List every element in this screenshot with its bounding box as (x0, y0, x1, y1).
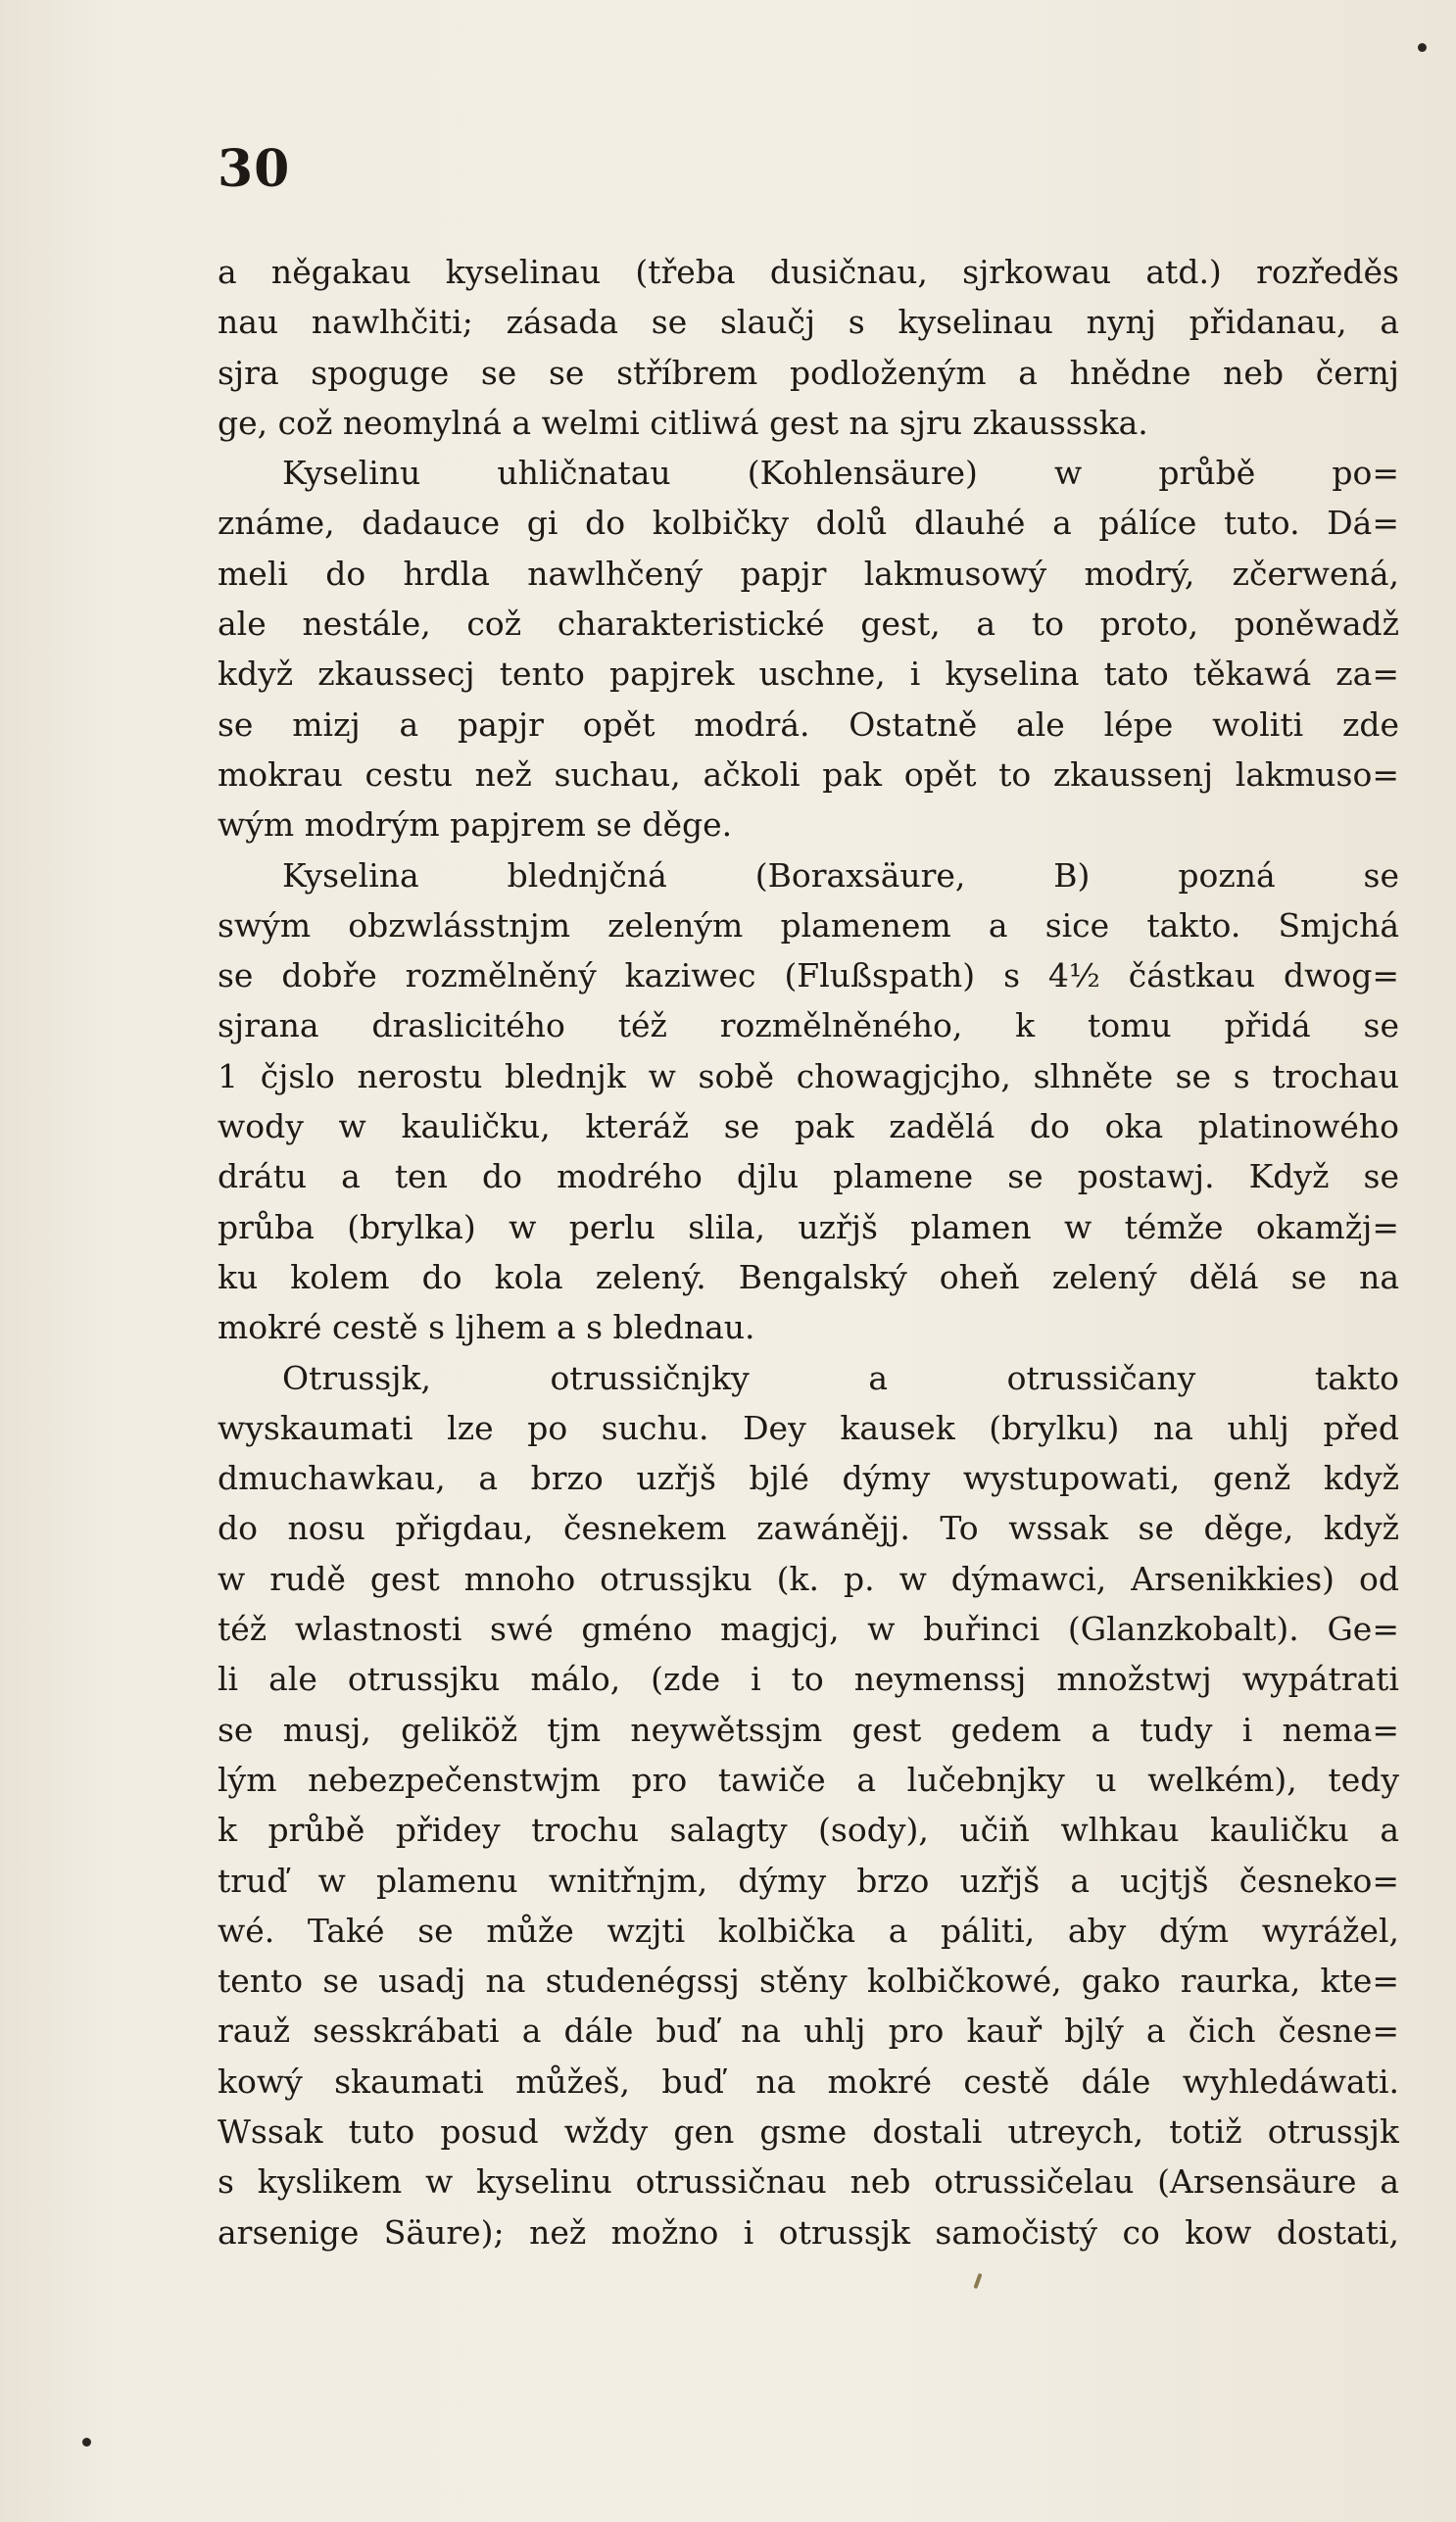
text-line: meli do hrdla nawlhčený papjr lakmusowý modrý, zčerwená, (218, 554, 1399, 593)
text-line: Kyselina blednjčná (Boraxsäure, B) pozná se (282, 855, 1399, 895)
text-line: 1 čjslo nerostu blednjk w sobě chowagjcjho, slhněte se s trochau (218, 1056, 1399, 1095)
text-line: průba (brylka) w perlu slila, uzřjš plamen w témže okamžj= (218, 1207, 1399, 1246)
text-line: Kyselinu uhličnatau (Kohlensäure) w průbě po= (282, 454, 1399, 493)
text-line: rauž sesskrábati a dále buď na uhlj pro kauř bjlý a čich česne= (218, 2012, 1399, 2051)
text-line: truď w plamenu wnitřnjm, dýmy brzo uzřjš a ucjtjš česneko= (218, 1861, 1399, 1900)
text-line: známe, dadauce gi do kolbičky dolů dlauhé a pálíce tuto. Dá= (218, 504, 1399, 543)
text-line: drátu a ten do modrého djlu plamene se postawj. Když se (218, 1157, 1399, 1196)
text-line: wé. Také se může wzjti kolbička a páliti, aby dým wyrážel, (218, 1911, 1399, 1950)
text-line: mokré cestě s ljhem a s blednau. (218, 1308, 755, 1347)
text-line: swým obzwlásstnjm zeleným plamenem a sice takto. Smjchá (218, 905, 1399, 945)
text-line: tento se usadj na studenégssj stěny kolbičkowé, gako raurka, kte= (218, 1962, 1399, 2001)
text-line: dmuchawkau, a brzo uzřjš bjlé dýmy wystupowati, genž když (218, 1459, 1399, 1498)
text-line: li ale otrussjku málo, (zde i to neymenssj množstwj wypátrati (218, 1660, 1399, 1699)
text-line: se dobře rozmělněný kaziwec (Flußspath) s 4½ částkau dwog= (218, 956, 1399, 995)
text-line: do nosu přigdau, česnekem zawánějj. To wssak se děge, když (218, 1509, 1399, 1548)
text-line: w rudě gest mnoho otrussjku (k. p. w dýmawci, Arsenikkies) od (218, 1559, 1399, 1598)
body-text (218, 247, 1399, 2257)
text-line: wyskaumati lze po suchu. Dey kausek (brylku) na uhlj před (218, 1408, 1399, 1447)
text-line: k průbě přidey trochu salagty (sody), učiň wlhkau kauličku a (218, 1811, 1399, 1850)
text-line: se musj, geliköž tjm neywětssjm gest gedem a tudy i nema= (218, 1710, 1399, 1749)
text-line: kowý skaumati můžeš, buď na mokré cestě dále wyhledáwati. (218, 2061, 1399, 2101)
text-line: sjra spoguge se se stříbrem podloženým a hnědne neb černj (218, 353, 1399, 392)
text-line: ge, což neomylná a welmi citliwá gest na sjru zkaussska. (218, 403, 1148, 442)
text-line: mokrau cestu než suchau, ačkoli pak opět to zkaussenj lakmuso= (218, 754, 1399, 794)
ink-speck (1418, 43, 1427, 52)
text-line: arsenige Säure); než možno i otrussjk samočistý co kow dostati, (218, 2212, 1399, 2252)
text-line: ale nestále, což charakteristické gest, a to proto, poněwadž (218, 605, 1399, 644)
ink-speck (82, 2438, 91, 2447)
text-line: Otrussjk, otrussičnjky a otrussičany takto (282, 1358, 1399, 1397)
text-line: když zkaussecj tento papjrek uschne, i kyselina tato těkawá za= (218, 655, 1399, 694)
text-line: se mizj a papjr opět modrá. Ostatně ale lépe woliti zde (218, 704, 1399, 744)
text-line: ku kolem do kola zelený. Bengalský oheň zelený dělá se na (218, 1257, 1399, 1296)
page-number: 30 (218, 139, 291, 199)
text-line: sjrana draslicitého též rozmělněného, k tomu přidá se (218, 1006, 1399, 1045)
text-line: a něgakau kyselinau (třeba dusičnau, sjrkowau atd.) rozředěs (218, 253, 1399, 291)
text-line: Wssak tuto posud wždy gen gsme dostali utreych, totiž otrussjk (218, 2111, 1399, 2151)
text-line: též wlastnosti swé gméno magjcj, w buřinci (Glanzkobalt). Ge= (218, 1610, 1399, 1649)
text-line: lým nebezpečenstwjm pro tawiče a lučebnjky u welkém), tedy (218, 1760, 1399, 1799)
text-line: nau nawlhčiti; zásada se slaučj s kyselinau nynj přidanau, a (218, 303, 1399, 342)
text-line: wým modrým papjrem se děge. (218, 805, 733, 845)
text-line: wody w kauličku, kteráž se pak zadělá do oka platinowého (218, 1107, 1399, 1146)
ink-mark (973, 2273, 982, 2289)
text-line: s kyslikem w kyselinu otrussičnau neb otrussičelau (Arsensäure a (218, 2162, 1399, 2202)
